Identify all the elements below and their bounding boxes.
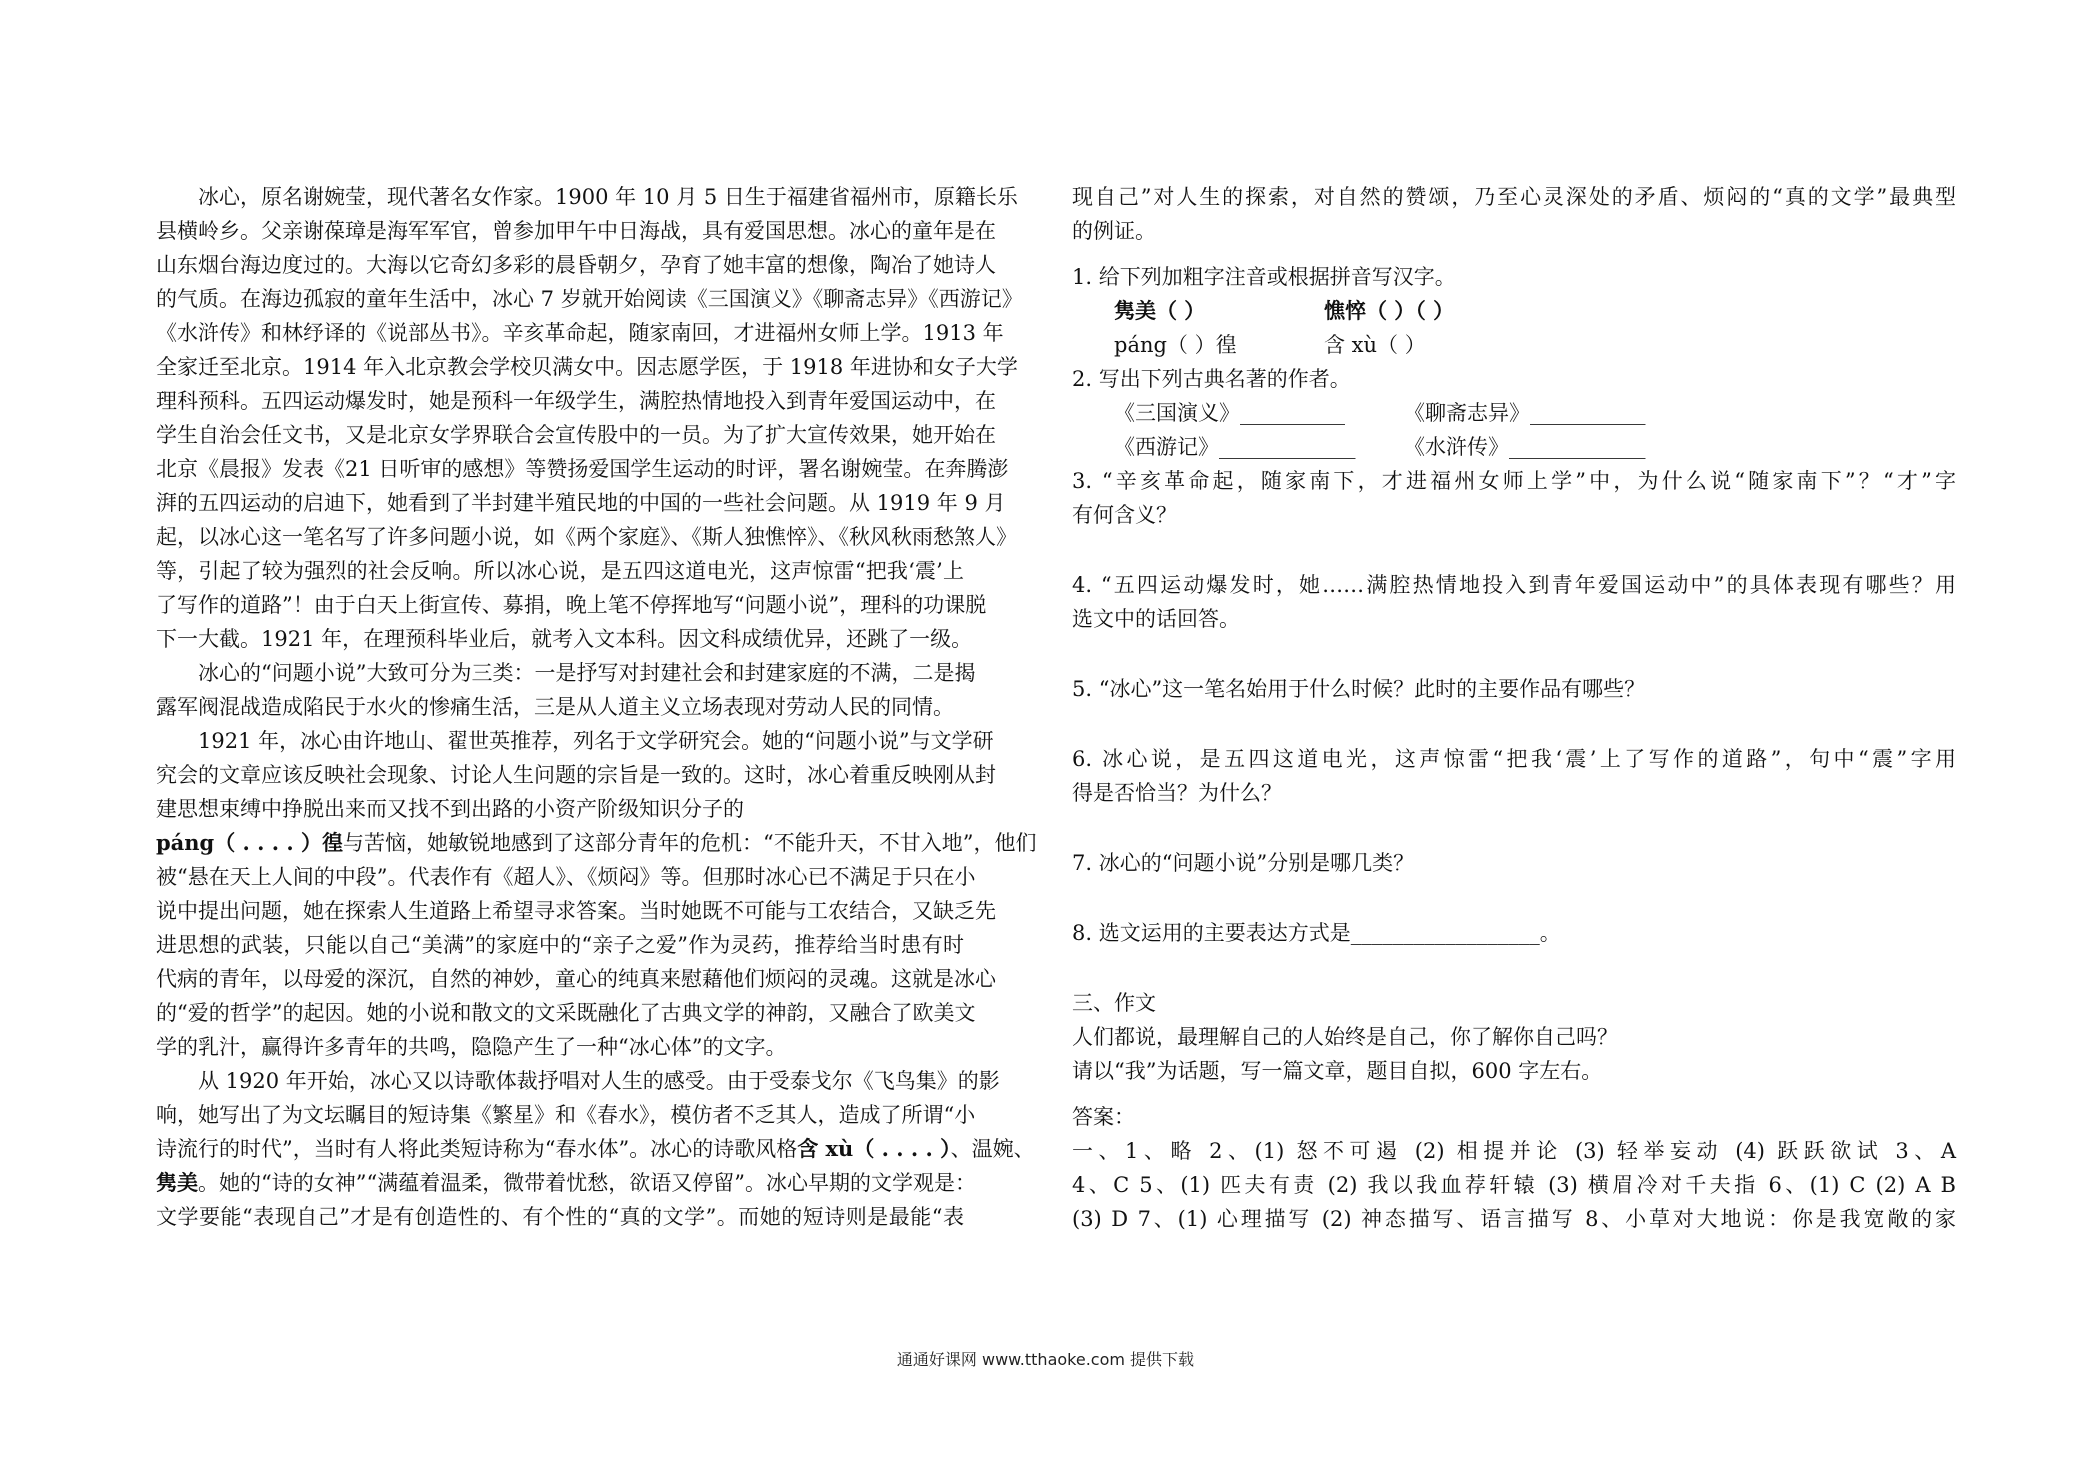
paragraph-4-bold-line: 诗流行的时代”，当时有人将此类短诗称为“春水体”。冰心的诗歌风格含 xù（ . . . . ）、温婉、 [156,1136,1035,1161]
question-4-line-2: 选文中的话回答。 [1072,607,1240,631]
pinyin-blank-pang: páng（ . . . . ）徨 [156,830,344,855]
text-line: 冰心的“问题小说”大致可分为三类：一是抒写对封建社会和封建家庭的不满，二是揭 [198,661,976,685]
text-line: 起，以冰心这一笔名写了许多问题小说，如《两个家庭》、《斯人独憔悴》、《秋风秋雨愁煞人》 [156,525,1017,549]
section-3-heading: 三、作文 [1072,991,1156,1015]
right-column [1072,180,1956,1236]
question-4-line-1: 4. “五四运动爆发时，她……满腔热情地投入到青年爱国运动中”的具体表现有哪些？用 [1072,573,1956,597]
paragraph-3-cont [156,860,996,1064]
text-line: 的气质。在海边孤寂的童年生活中，冰心 7 岁就开始阅读《三国演义》《聊斋志异》《西游记》 [156,287,1023,311]
text-line: 湃的五四运动的启迪下，她看到了半封建半殖民地的中国的一些社会问题。从 1919 年 9 月 [156,491,1006,515]
q2-sanguo: 《三国演义》__________ [1114,401,1345,425]
text-line: 说中提出问题，她在探索人生道路上希望寻求答案。当时她既不可能与工农结合，又缺乏先 [156,899,996,923]
question-2-row-1 [1072,396,1956,430]
question-3-line-2: 有何含义？ [1072,503,1177,527]
paragraph-4-line-4: 隽美。她的“诗的女神”“满蕴着温柔，微带着忧愁，欲语又停留”。冰心早期的文学观是： [156,1170,976,1195]
text-line: 露军阀混战造成陷民于水火的惨痛生活，三是从人道主义立场表现对劳动人民的同情。 [156,695,954,719]
q1-pang: páng（ ）徨 [1114,333,1237,357]
answers-line-1: 一、1、略 2、(1) 怒不可遏 (2) 相提并论 (3) 轻举妄动 (4) 跃跃欲试 3、A [1072,1139,1956,1163]
paragraph-3 [156,724,996,826]
text-line: 响，她写出了为文坛瞩目的短诗集《繁星》和《春水》，模仿者不乏其人，造成了所谓“小 [156,1103,976,1127]
q1-junmei: 隽美（ ） [1114,298,1206,323]
text-line: 被“悬在天上人间的中段”。代表作有《超人》、《烦闷》等。但那时冰心已不满足于只在小 [156,865,976,889]
q2-xiyou: 《西游记》_____________ [1114,435,1356,459]
essay-prompt-2: 请以“我”为话题，写一篇文章，题目自拟，600 字左右。 [1072,1059,1603,1083]
text-line: 的“爱的哲学”的起因。她的小说和散文的文采既融化了古典文学的神韵，又融合了欧美文 [156,1001,976,1025]
continued-line-2: 的例证。 [1072,219,1156,243]
q1-xu: 含 xù（ ） [1324,333,1426,357]
text-line: 从 1920 年开始，冰心又以诗歌体裁抒唱对人生的感受。由于受泰戈尔《飞鸟集》的影 [198,1069,1000,1093]
question-3-line-1: 3. “辛亥革命起，随家南下，才进福州女师上学”中，为什么说“随家南下”？“才”字 [1072,469,1956,493]
text-line: 代病的青年，以母爱的深沉，自然的神妙，童心的纯真来慰藉他们烦闷的灵魂。这就是冰心 [156,967,996,991]
continued-line-1: 现自己”对人生的探索，对自然的赞颂，乃至心灵深处的矛盾、烦闷的“真的文学”最典型 [1072,185,1956,209]
paragraph-4 [156,1064,1000,1132]
text-line: 究会的文章应该反映社会现象、讨论人生问题的宗旨是一致的。这时，冰心着重反映刚从封 [156,763,996,787]
bold-word-junmei: 隽美 [156,1170,198,1195]
paragraph-4-line-5: 文学要能“表现自己”才是有创造性的、有个性的“真的文学”。而她的短诗则是最能“表 [156,1205,964,1229]
question-7: 7. 冰心的“问题小说”分别是哪几类？ [1072,851,1415,875]
text-line: 学的乳汁，赢得许多青年的共鸣，隐隐产生了一种“冰心体”的文字。 [156,1035,787,1059]
q2-shuihu: 《水浒传》_____________ [1404,435,1646,459]
paragraph-1 [156,180,1023,656]
q1-qiaocui: 憔悴（ ）（ ） [1324,298,1455,323]
text-line: 《水浒传》和林纾译的《说部丛书》。辛亥革命起，随家南回，才进福州女师上学。1913 年 [156,321,1004,345]
text-line: 下一大截。1921 年，在理预科毕业后，就考入文本科。因文科成绩优异，还跳了一级。 [156,627,973,651]
text-line: 1921 年，冰心由许地山、翟世英推荐，列名于文学研究会。她的“问题小说”与文学研 [198,729,994,753]
text-line: 等，引起了较为强烈的社会反响。所以冰心说，是五四这道电光，这声惊雷“把我‘震’上 [156,559,964,583]
paragraph-3-bold-line: páng（ . . . . ）徨与苦恼，她敏锐地感到了这部分青年的危机：“不能升天，不甘入地”，他们 [156,830,1037,855]
left-column [156,180,1037,1234]
question-2-row-2 [1072,430,1956,464]
q2-liaozhai: 《聊斋志异》___________ [1404,401,1646,425]
answers-line-2: 4、C 5、(1) 匹夫有责 (2) 我以我血荐轩辕 (3) 横眉冷对千夫指 6、(1) C (2) A B [1072,1173,1956,1197]
question-1-row-2 [1072,328,1956,362]
text-line: 了写作的道路”！由于白天上街宣传、募捐，晚上笔不停挥地写“问题小说”，理科的功课脱 [156,593,987,617]
question-2: 2. 写出下列古典名著的作者。 [1072,367,1351,391]
question-1-row-1 [1072,294,1956,328]
footer-credit: 通通好课网 www.tthaoke.com 提供下载 [896,1350,1195,1369]
text-line: 学生自治会任文书，又是北京女学界联合会宣传股中的一员。为了扩大宣传效果，她开始在 [156,423,996,447]
text-line: 冰心，原名谢婉莹，现代著名女作家。1900 年 10 月 5 日生于福建省福州市，原籍长乐 [198,185,1018,209]
text-line: 进思想的武装，只能以自己“美满”的家庭中的“亲子之爱”作为灵药，推荐给当时患有时 [156,933,964,957]
text-line: 建思想束缚中挣脱出来而又找不到出路的小资产阶级知识分子的 [156,797,744,821]
pinyin-blank-xu: 含 xù（ . . . . ） [797,1136,951,1161]
text-line: 全家迁至北京。1914 年入北京教会学校贝满女中。因志愿学医，于 1918 年进协和女子大学 [156,355,1018,379]
text-line: 理科预科。五四运动爆发时，她是预科一年级学生，满腔热情地投入到青年爱国运动中，在 [156,389,996,413]
answers-line-3: (3) D 7、(1) 心理描写 (2) 神态描写、语言描写 8、小草对大地说：你是我宽敞的家 [1072,1207,1956,1231]
question-6-line-2: 得是否恰当？为什么？ [1072,781,1282,805]
question-6-line-1: 6. 冰心说，是五四这道电光，这声惊雷“把我‘震’上了写作的道路”，句中“震”字用 [1072,747,1956,771]
question-8: 8. 选文运用的主要表达方式是__________________。 [1072,921,1561,945]
question-1: 1. 给下列加粗字注音或根据拼音写汉字。 [1072,265,1456,289]
text-line: 北京《晨报》发表《21 日听审的感想》等赞扬爱国学生运动的时评，署名谢婉莹。在奔腾澎 [156,457,1009,481]
text-line: 县横岭乡。父亲谢葆璋是海军军官，曾参加甲午中日海战，具有爱国思想。冰心的童年是在 [156,219,996,243]
question-5: 5. “冰心”这一笔名始用于什么时候？此时的主要作品有哪些？ [1072,677,1646,701]
paragraph-2 [156,656,976,724]
answers-heading: 答案： [1072,1105,1135,1129]
text-line: 山东烟台海边度过的。大海以它奇幻多彩的晨昏朝夕，孕育了她丰富的想像，陶冶了她诗人 [156,253,996,277]
essay-prompt-1: 人们都说，最理解自己的人始终是自己，你了解你自己吗？ [1072,1025,1618,1049]
